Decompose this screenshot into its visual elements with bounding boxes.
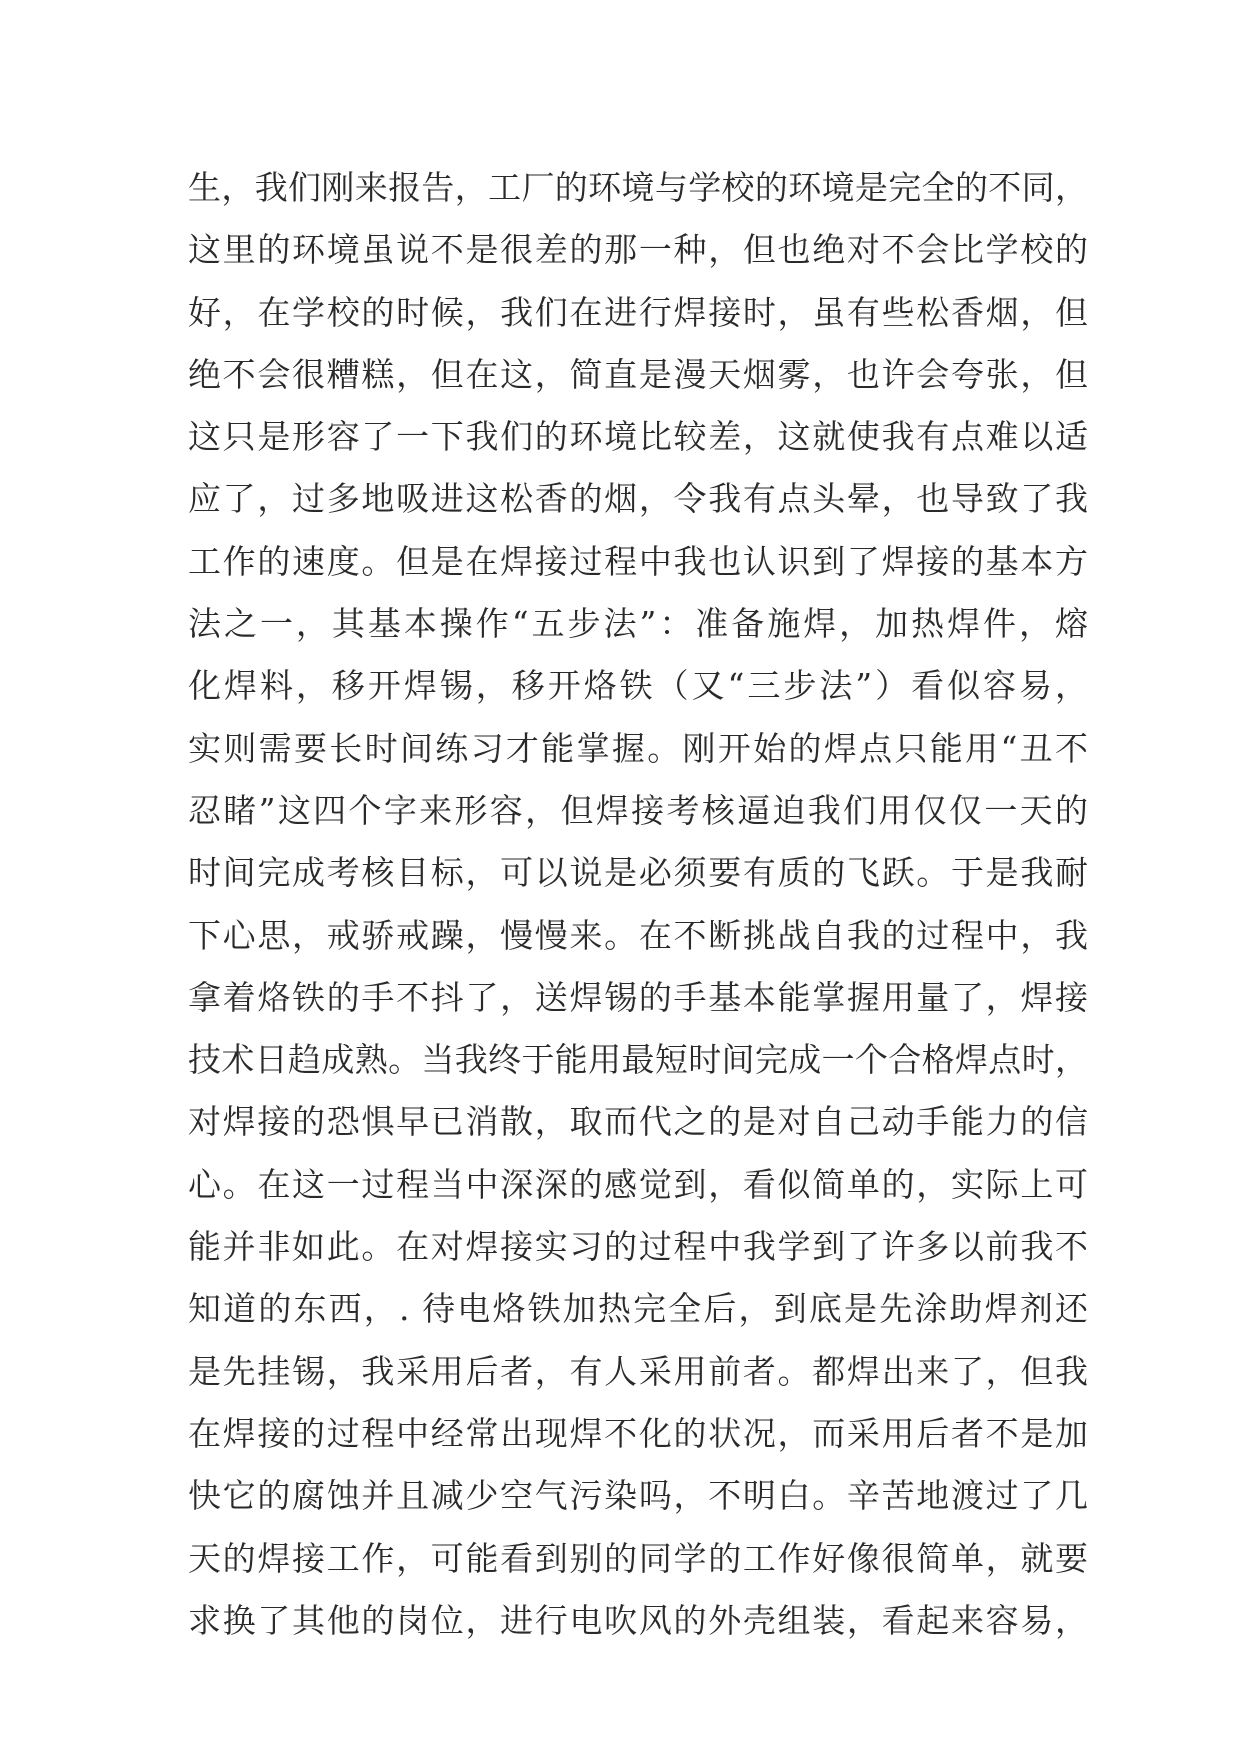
text-line: 是先挂锡，我采用后者，有人采用前者。都焊出来了，但我 <box>188 1351 1088 1391</box>
text-line: 这只是形容了一下我们的环境比较差，这就使我有点难以适 <box>188 417 1088 457</box>
text-line: 技术日趋成熟。当我终于能用最短时间完成一个合格焊点时， <box>188 1040 1088 1080</box>
text-line: 心。在这一过程当中深深的感觉到，看似简单的，实际上可 <box>188 1164 1088 1204</box>
text-line: 求换了其他的岗位，进行电吹风的外壳组装，看起来容易， <box>188 1600 1088 1640</box>
text-line: 快它的腐蚀并且减少空气污染吗，不明白。辛苦地渡过了几 <box>188 1476 1088 1516</box>
text-line: 应了，过多地吸进这松香的烟，令我有点头晕，也导致了我 <box>188 479 1088 519</box>
text-line: 工作的速度。但是在焊接过程中我也认识到了焊接的基本方 <box>188 541 1088 581</box>
text-line: 法之一，其基本操作“五步法”：准备施焊，加热焊件，熔 <box>188 604 1088 644</box>
text-line: 天的焊接工作，可能看到别的同学的工作好像很简单，就要 <box>188 1538 1088 1578</box>
text-line: 拿着烙铁的手不抖了，送焊锡的手基本能掌握用量了，焊接 <box>188 977 1088 1017</box>
text-line: 下心思，戒骄戒躁，慢慢来。在不断挑战自我的过程中，我 <box>188 915 1088 955</box>
text-line: 知道的东西，. 待电烙铁加热完全后，到底是先涂助焊剂还 <box>188 1289 1088 1329</box>
text-line: 忍睹”这四个字来形容，但焊接考核逼迫我们用仅仅一天的 <box>188 790 1088 830</box>
text-line: 化焊料，移开焊锡，移开烙铁（又“三步法”）看似容易， <box>188 666 1088 706</box>
text-line: 生，我们刚来报告，工厂的环境与学校的环境是完全的不同， <box>188 168 1088 207</box>
body-text <box>188 157 1088 1652</box>
text-line: 对焊接的恐惧早已消散，取而代之的是对自己动手能力的信 <box>188 1102 1088 1142</box>
text-line: 绝不会很糟糕，但在这，简直是漫天烟雾，也许会夸张，但 <box>188 354 1088 394</box>
text-line: 能并非如此。在对焊接实习的过程中我学到了许多以前我不 <box>188 1227 1088 1267</box>
text-line: 时间完成考核目标，可以说是必须要有质的飞跃。于是我耐 <box>188 853 1088 893</box>
text-line: 在焊接的过程中经常出现焊不化的状况，而采用后者不是加 <box>188 1413 1088 1453</box>
text-line: 这里的环境虽说不是很差的那一种，但也绝对不会比学校的 <box>188 230 1088 270</box>
text-line: 实则需要长时间练习才能掌握。刚开始的焊点只能用“丑不 <box>188 728 1088 768</box>
text-line: 好，在学校的时候，我们在进行焊接时，虽有些松香烟，但 <box>188 292 1088 332</box>
